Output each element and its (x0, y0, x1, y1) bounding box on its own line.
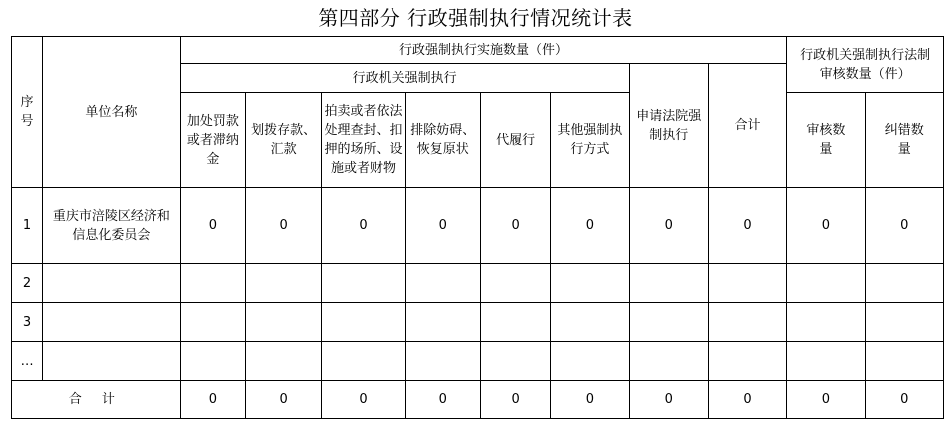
cell-value: 0 (708, 188, 786, 264)
header-admin-exec: 行政机关强制执行 (180, 64, 629, 93)
total-value: 0 (629, 381, 708, 419)
page-title: 第四部分 行政强制执行情况统计表 (318, 6, 633, 30)
cell-value: 0 (551, 188, 629, 264)
total-label: 合 计 (12, 381, 181, 419)
cell-value: 0 (480, 188, 550, 264)
total-row (12, 381, 944, 419)
cell-value: 0 (629, 188, 708, 264)
header-seq: 序号 (12, 37, 43, 188)
total-value: 0 (865, 381, 943, 419)
table-row (12, 303, 944, 342)
header-fine: 加处罚款或者滞纳金 (180, 93, 245, 188)
header-review-group: 行政机关强制执行法制审核数量（件） (787, 37, 944, 93)
total-value: 0 (787, 381, 865, 419)
header-review-count: 审核数量 (787, 93, 865, 188)
cell-value: 0 (405, 188, 480, 264)
row-seq: 1 (12, 188, 43, 264)
header-other: 其他强制执行方式 (551, 93, 629, 188)
header-remove: 排除妨碍、恢复原状 (405, 93, 480, 188)
cell-value: 0 (322, 188, 405, 264)
row-unit-name (43, 188, 181, 264)
total-value: 0 (708, 381, 786, 419)
row-seq: 3 (12, 303, 43, 342)
header-unit-name: 单位名称 (43, 37, 181, 188)
total-value: 0 (245, 381, 321, 419)
cell-value: 0 (787, 188, 865, 264)
row-seq: … (12, 342, 43, 381)
row-seq: 2 (12, 264, 43, 303)
header-auction: 拍卖或者依法处理查封、扣押的场所、设施或者财物 (322, 93, 405, 188)
enforcement-statistics-table (11, 36, 944, 419)
header-sum: 合计 (708, 64, 786, 188)
unit-name-line1: 重庆市涪陵区经济和 (52, 208, 170, 224)
cell-value: 0 (245, 188, 321, 264)
table-row (12, 188, 944, 264)
header-court-exec: 申请法院强制执行 (629, 64, 708, 188)
header-correct-count: 纠错数量 (865, 93, 943, 188)
header-exec-total: 行政强制执行实施数量（件） (180, 37, 787, 64)
total-value: 0 (551, 381, 629, 419)
total-value: 0 (180, 381, 245, 419)
total-value: 0 (480, 381, 550, 419)
cell-value: 0 (180, 188, 245, 264)
cell-value: 0 (865, 188, 943, 264)
unit-name-line2: 信息化委员会 (72, 227, 151, 243)
header-substitute: 代履行 (480, 93, 550, 188)
table-row (12, 264, 944, 303)
header-transfer: 划拨存款、汇款 (245, 93, 321, 188)
total-value: 0 (405, 381, 480, 419)
total-value: 0 (322, 381, 405, 419)
table-row (12, 342, 944, 381)
